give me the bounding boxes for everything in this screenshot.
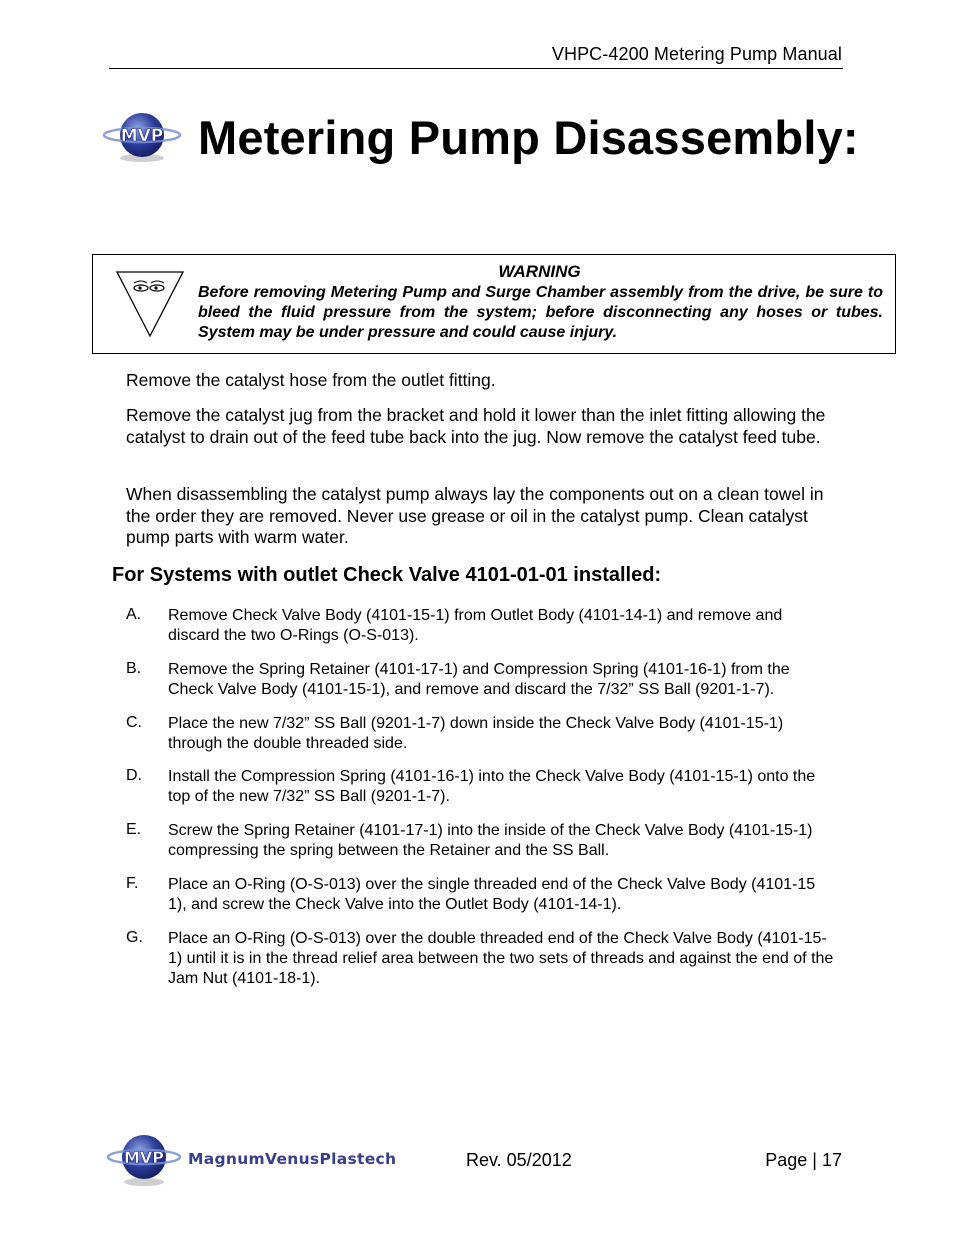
step-text: Remove Check Valve Body (4101-15-1) from Outlet Body (4101-14-1) and remove and discard the two O-Rings (O-S-013). <box>168 607 783 644</box>
step-letter: B. <box>126 660 142 677</box>
section-heading: For Systems with outlet Check Valve 4101-01-01 installed: <box>112 564 662 586</box>
step-letter: A. <box>126 606 142 623</box>
footer-brand: MagnumVenusPlastech <box>188 1150 397 1168</box>
footer-logo-text: MVP <box>123 1148 165 1167</box>
footer-mvp-logo-icon <box>106 1127 182 1187</box>
step-letter: E. <box>126 821 142 838</box>
page-title: Metering Pump Disassembly: <box>198 111 859 164</box>
step-text: Remove the Spring Retainer (4101-17-1) and Compression Spring (4101-16-1) from the Check Valve Body (4101-15-1), and remove and discard the 7/32” SS Ball (9201-1-7). <box>168 661 790 698</box>
warning-text: Before removing Metering Pump and Surge Chamber assembly from the drive, be sure to bleed the fluid pressure from the system; before disconnecting any hoses or tubes. System may be under pressure and could cause injury. <box>198 284 883 341</box>
page-number: Page | 17 <box>765 1150 842 1170</box>
footer-revision: Rev. 05/2012 <box>466 1150 572 1170</box>
step-text: Place an O-Ring (O-S-013) over the double threaded end of the Check Valve Body (4101-15-1) until it is in the thread relief area between the two sets of threads and against the end of the Jam Nut (4101-18-1). <box>168 930 834 987</box>
logo-text: MVP <box>120 126 164 146</box>
step-letter: C. <box>126 714 142 731</box>
warning-heading: WARNING <box>498 262 581 281</box>
step-letter: F. <box>126 875 139 892</box>
manual-title: VHPC-4200 Metering Pump Manual <box>551 44 842 64</box>
step-text: Screw the Spring Retainer (4101-17-1) into the inside of the Check Valve Body (4101-15-1) compressing the spring between the Retainer and the SS Ball. <box>168 822 813 859</box>
step-text: Place an O-Ring (O-S-013) over the single threaded end of the Check Valve Body (4101-15 1), and screw the Check Valve into the Outlet Body (4101-14-1). <box>168 876 816 913</box>
warning-box <box>92 254 896 354</box>
step-letter: D. <box>126 767 142 784</box>
mvp-logo-icon <box>102 108 182 164</box>
step-text: Place the new 7/32” SS Ball (9201-1-7) down inside the Check Valve Body (4101-15-1) through the double threaded side. <box>168 715 784 752</box>
paragraph-remove-hose: Remove the catalyst hose from the outlet fitting. <box>126 370 496 390</box>
paragraph-disassembly-note: When disassembling the catalyst pump always lay the components out on a clean towel in the order they are removed. Never use grease or oil in the catalyst pump. Clean catalyst pump parts with warm water. <box>126 484 824 547</box>
warning-triangle-eyes-icon <box>115 270 185 340</box>
step-text: Install the Compression Spring (4101-16-1) into the Check Valve Body (4101-15-1) onto the top of the new 7/32” SS Ball (9201-1-7). <box>168 768 816 805</box>
header-divider <box>109 68 843 69</box>
paragraph-remove-jug: Remove the catalyst jug from the bracket and hold it lower than the inlet fitting allowing the catalyst to drain out of the feed tube back into the jug. Now remove the catalyst feed tube. <box>126 405 826 447</box>
step-letter: G. <box>126 929 143 946</box>
